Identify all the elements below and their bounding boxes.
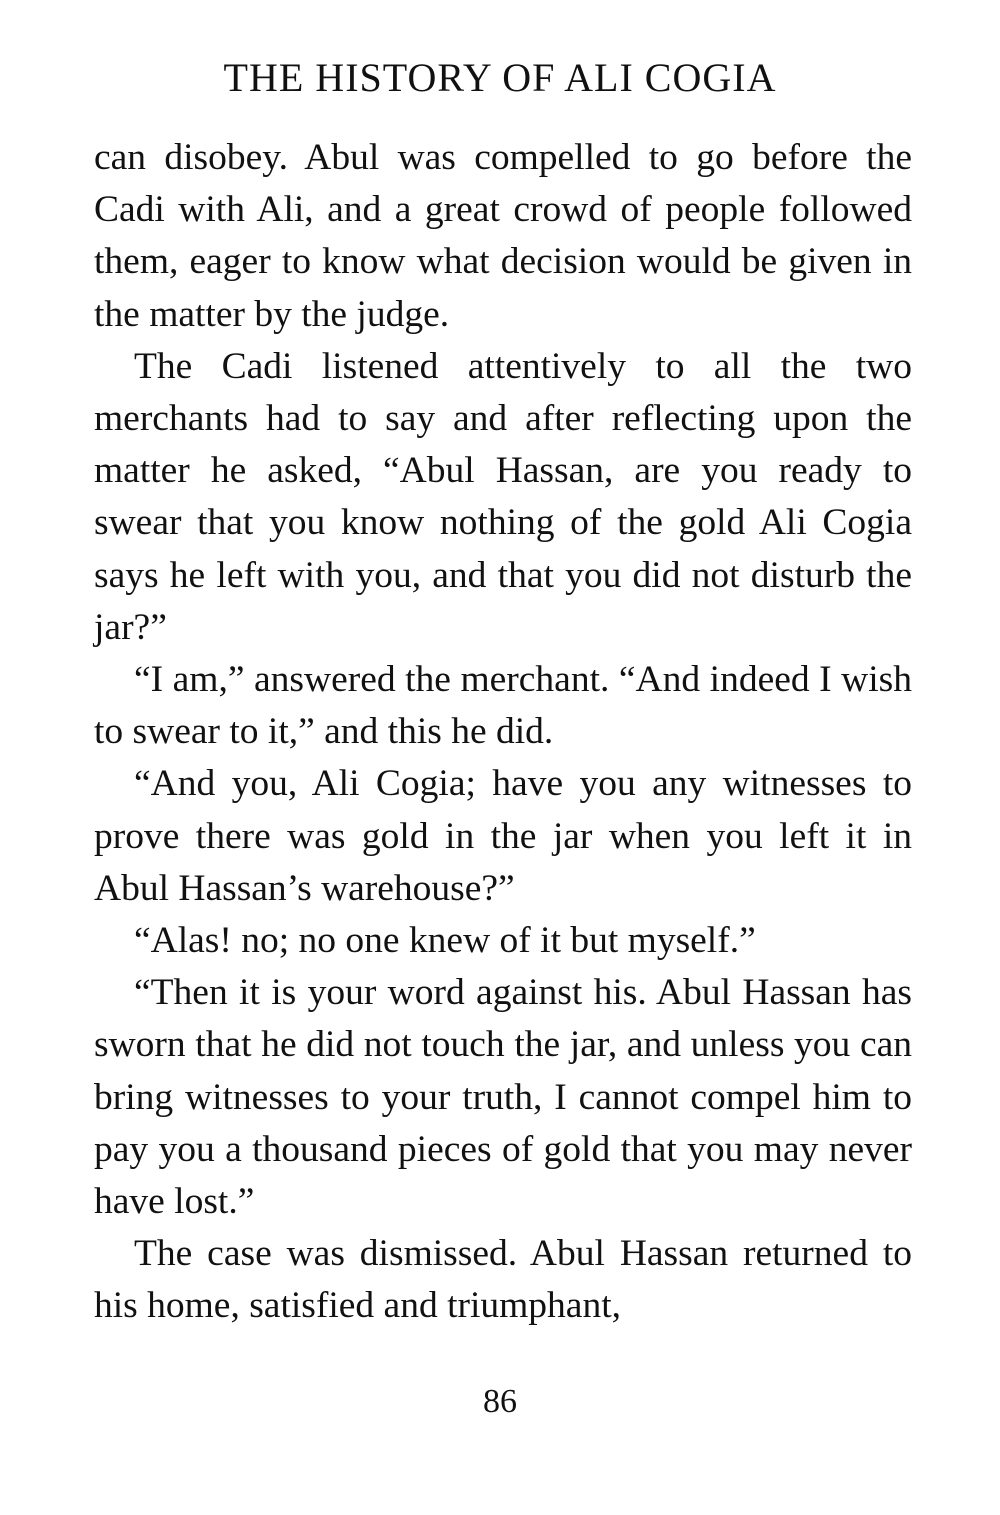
paragraph-4: “And you, Ali Cogia; have you any witnesses to prove there was gold in the jar when you left it in Abul Hassan’s warehouse?” [94,763,912,909]
running-head: THE HISTORY OF ALI COGIA [223,55,777,100]
body-text [94,132,912,1333]
paragraph-1: can disobey. Abul was compelled to go before the Cadi with Ali, and a great crowd of people followed them, eager to know what decision would be given in the matter by the judge. [94,137,912,335]
paragraph-3: “I am,” answered the merchant. “And indeed I wish to swear to it,” and this he did. [94,659,912,753]
paragraph-7: The case was dismissed. Abul Hassan returned to his home, satisfied and triumphant, [94,1233,912,1327]
paragraph-2: The Cadi listened attentively to all the two merchants had to say and after reflecting upon the matter he asked, “Abul Hassan, are you ready to swear that you know nothing of the gold Ali Cogia says he left with you, and that you did not disturb the jar?” [94,345,912,648]
paragraph-5: “Alas! no; no one knew of it but myself.” [134,920,756,962]
paragraph-6: “Then it is your word against his. Abul Hassan has sworn that he did not touch the jar, and unless you can bring witnesses to your truth, I cannot compel him to pay you a thousand pieces of gold that you may never have lost.” [94,972,912,1223]
page-number: 86 [483,1383,517,1420]
